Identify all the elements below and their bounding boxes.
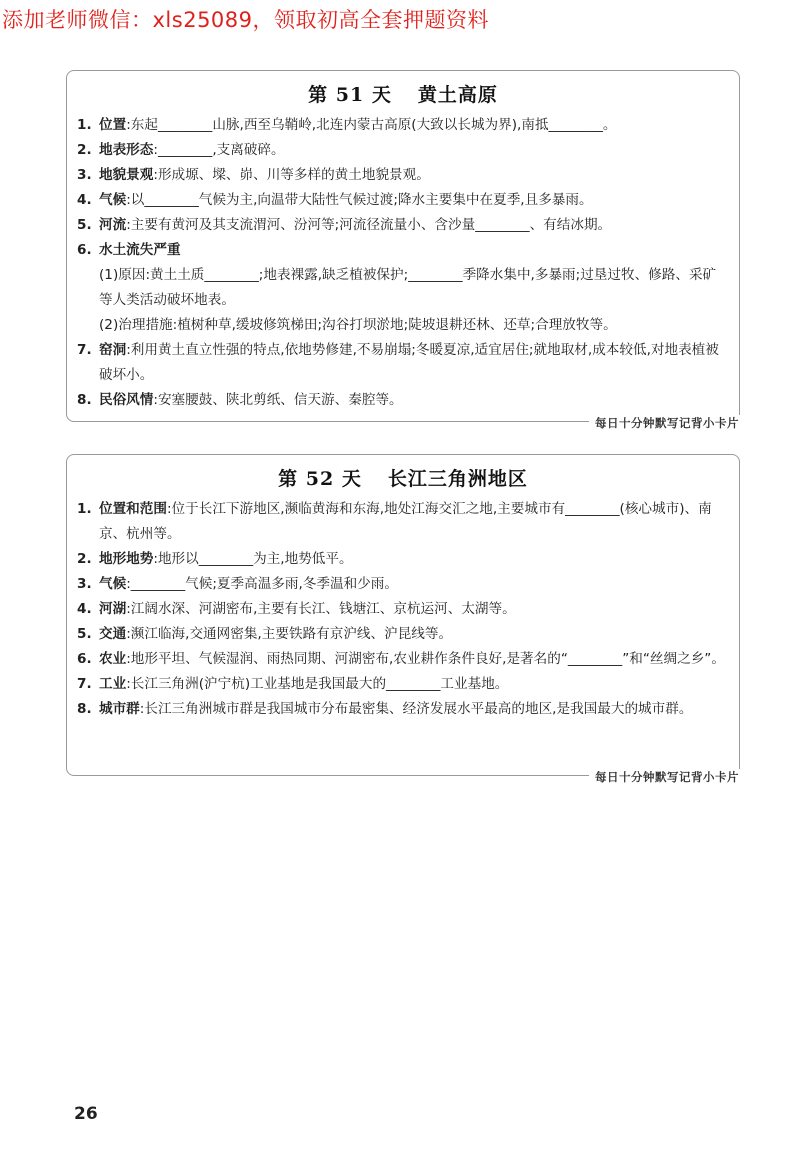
list-item: 4. 河湖:江阔水深、河湖密布,主要有长江、钱塘江、京杭运河、太湖等。 (77, 601, 516, 617)
list-item: 6. 水土流失严重 (77, 242, 181, 258)
list-item: 1. 位置和范围:位于长江下游地区,濒临黄海和东海,地处江海交汇之地,主要城市有________(核心城市)、南京、杭州等。 (77, 501, 712, 542)
watermark-text: 添加老师微信：xls25089，领取初高全套押题资料 (2, 8, 490, 32)
card-day: 第 52 天 (278, 468, 362, 490)
list-item: 6. 农业:地形平坦、气候湿润、雨热同期、河湖密布,农业耕作条件良好,是著名的“________”和“丝绸之乡”。 (77, 651, 725, 667)
list-item: 7. 工业:长江三角洲(沪宁杭)工业基地是我国最大的________工业基地。 (77, 676, 509, 692)
card-topic: 黄土高原 (417, 84, 498, 106)
list-item: 3. 地貌景观:形成塬、墚、峁、川等多样的黄土地貌景观。 (77, 167, 430, 183)
card-footer: 每日十分钟默写记背小卡片 (589, 769, 745, 785)
list-item: 2. 地表形态:________,支离破碎。 (77, 142, 285, 158)
card-footer: 每日十分钟默写记背小卡片 (589, 415, 745, 431)
card-day-52 (66, 454, 740, 784)
list-item: 5. 交通:濒江临海,交通网密集,主要铁路有京沪线、沪昆线等。 (77, 626, 453, 642)
list-item: 5. 河流:主要有黄河及其支流渭河、汾河等;河流径流量小、含沙量________、有结冰期。 (77, 217, 612, 233)
card-title (67, 80, 739, 107)
list-item: 8. 民俗风情:安塞腰鼓、陕北剪纸、信天游、秦腔等。 (77, 392, 403, 408)
page-number: 26 (74, 1104, 98, 1124)
list-item: 8. 城市群:长江三角洲城市群是我国城市分布最密集、经济发展水平最高的地区,是我国最大的城市群。 (77, 701, 693, 717)
list-item: 4. 气候:以________气候为主,向温带大陆性气候过渡;降水主要集中在夏季,且多暴雨。 (77, 192, 593, 208)
list-item: 3. 气候:________气候;夏季高温多雨,冬季温和少雨。 (77, 576, 398, 592)
card-day-51 (66, 70, 740, 430)
sub-item-measures: (2)治理措施:植树种草,缓坡修筑梯田;沟谷打坝淤地;陡坡退耕还林、还草;合理放牧等。 (99, 317, 617, 333)
card-topic: 长江三角洲地区 (387, 468, 528, 490)
sub-item-cause: (1)原因:黄土土质________;地表裸露,缺乏植被保护;________季降水集中,多暴雨;过垦过牧、修路、采矿等人类活动破坏地表。 (99, 267, 717, 308)
list-item: 2. 地形地势:地形以________为主,地势低平。 (77, 551, 353, 567)
list-item: 1. 位置:东起________山脉,西至乌鞘岭,北连内蒙古高原(大致以长城为界),南抵________。 (77, 117, 617, 133)
list-item: 7. 窑洞:利用黄土直立性强的特点,依地势修建,不易崩塌;冬暖夏凉,适宜居住;就地取材,成本较低,对地表植被破坏小。 (77, 342, 719, 383)
card-day: 第 51 天 (308, 84, 392, 106)
card-title (67, 464, 739, 491)
